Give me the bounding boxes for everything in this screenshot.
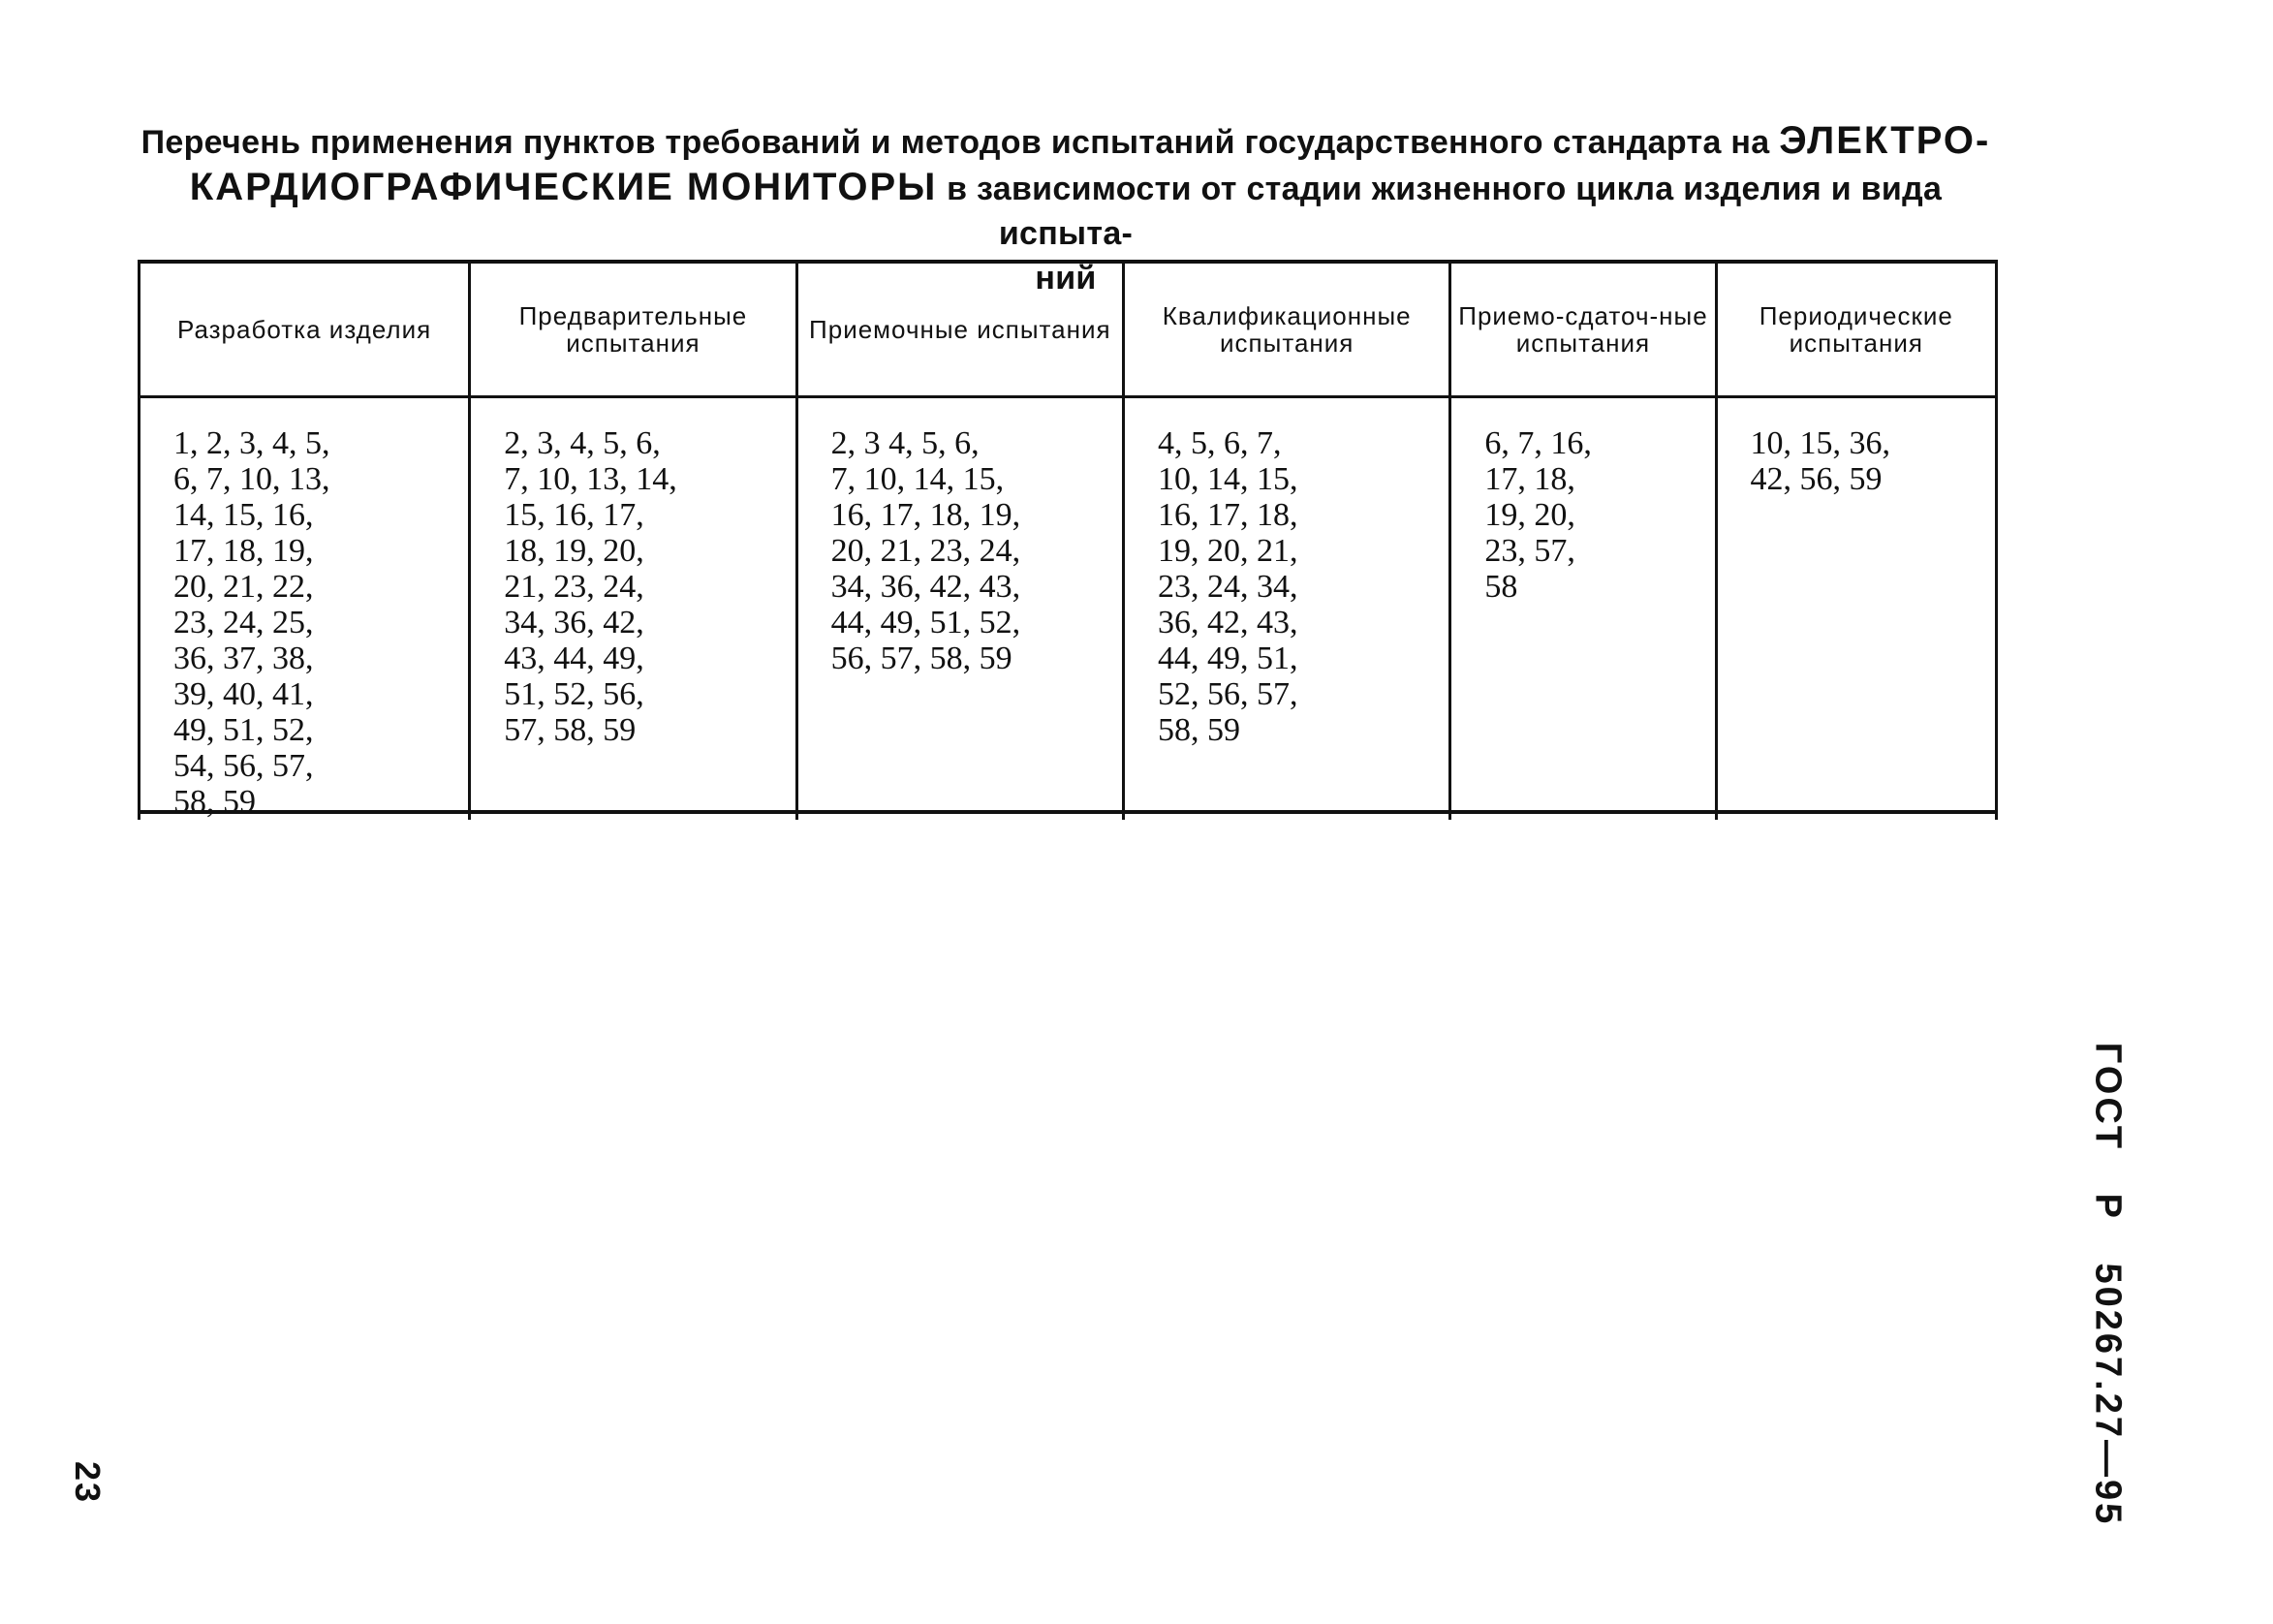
clauses-table bbox=[138, 264, 1998, 820]
header-preliminary-tests: Предварительные испытания bbox=[470, 264, 796, 397]
title-line1-b: ЭЛЕКТРО- bbox=[1779, 119, 1991, 162]
cell-qualification-tests: 4, 5, 6, 7, 10, 14, 15, 16, 17, 18, 19, 20, 21, 23, 24, 34, 36, 42, 43, 44, 49, 51, 52, 56, 57, 58, 59 bbox=[1124, 397, 1450, 821]
header-acceptance-tests: Приемочные испытания bbox=[796, 264, 1123, 397]
title-line2-b: в зависимости от стадии жизненного цикла изделия и вида испыта- bbox=[937, 171, 1943, 252]
page-number bbox=[58, 1444, 116, 1521]
header-qualification-tests: Квалификационные испытания bbox=[1124, 264, 1450, 397]
cell-development: 1, 2, 3, 4, 5, 6, 7, 10, 13, 14, 15, 16, 17, 18, 19, 20, 21, 22, 23, 24, 25, 36, 37, 38, 39, 40, 41, 49, 51, 52, 54, 56, 57, 58, 59 bbox=[140, 397, 470, 821]
page-number-text: 23 bbox=[67, 1460, 108, 1505]
cell-preliminary-tests: 2, 3, 4, 5, 6, 7, 10, 13, 14, 15, 16, 17, 18, 19, 20, 21, 23, 24, 34, 36, 42, 43, 44, 49, 51, 52, 56, 57, 58, 59 bbox=[470, 397, 796, 821]
application-table bbox=[138, 260, 1998, 820]
cell-periodic-tests: 10, 15, 36, 42, 56, 59 bbox=[1716, 397, 1996, 821]
cell-acceptance-tests: 2, 3 4, 5, 6, 7, 10, 14, 15, 16, 17, 18, 19, 20, 21, 23, 24, 34, 36, 42, 43, 44, 49, 51, 52, 56, 57, 58, 59 bbox=[796, 397, 1123, 821]
table-row bbox=[140, 397, 1997, 821]
header-development: Разработка изделия bbox=[140, 264, 470, 397]
cell-delivery-tests: 6, 7, 16, 17, 18, 19, 20, 23, 57, 58 bbox=[1450, 397, 1716, 821]
table-header-row bbox=[140, 264, 1997, 397]
header-delivery-tests: Приемо-сдаточ-ные испытания bbox=[1450, 264, 1716, 397]
title-line2-a: КАРДИОГРАФИЧЕСКИЕ МОНИТОРЫ bbox=[189, 166, 938, 208]
title-line3: ний bbox=[1035, 260, 1097, 297]
header-periodic-tests: Периодические испытания bbox=[1716, 264, 1996, 397]
standard-code bbox=[2078, 1042, 2136, 1526]
title-line1-a: Перечень применения пунктов требований и методов испытаний государственного стандарта на bbox=[140, 124, 1780, 161]
standard-code-text: ГОСТ Р 50267.27—95 bbox=[2087, 1042, 2129, 1526]
